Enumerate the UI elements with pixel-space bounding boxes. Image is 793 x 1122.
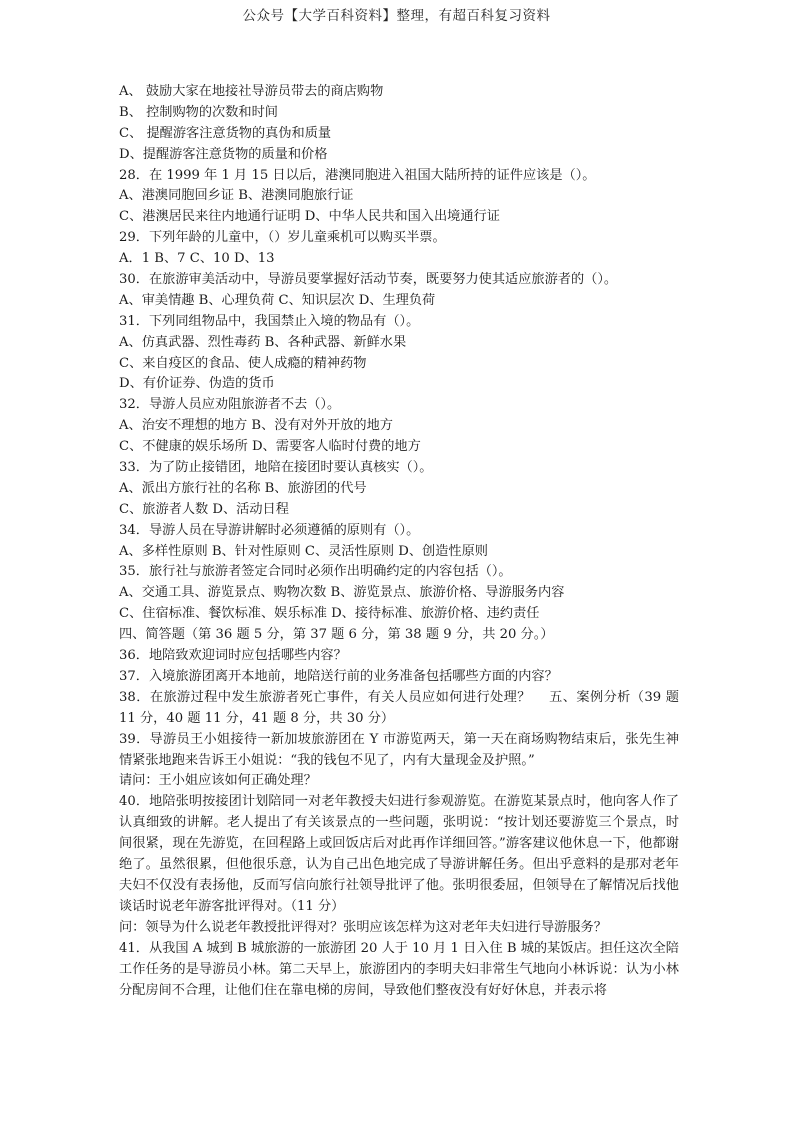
document-body bbox=[119, 82, 679, 1001]
question-33: 33．为了防止接错团，地陪在接团时要认真核实（）。 bbox=[119, 460, 433, 476]
text-line: D、有价证券、伪造的货币 bbox=[119, 376, 275, 392]
question-32: 32．导游人员应劝阻旅游者不去（）。 bbox=[119, 397, 341, 413]
text-line: C、来自疫区的食品、使人成瘾的精神药物 bbox=[119, 355, 367, 371]
text-line: C、不健康的娱乐场所 D、需要客人临时付费的地方 bbox=[119, 439, 421, 455]
question-40: 40．地陪张明按接团计划陪同一对老年教授夫妇进行参观游览。在游览某景点时，他向客人作了认真细致的讲解。老人提出了有关该景点的一些问题，张明说：“按计划还要游览三个景点，时间很紧，现在先游览，在回程路上或回饭店后对此再作详细回答。”游客建议他休息一下，他都谢绝了。虽然很累，但他很乐意，认为自己出色地完成了导游讲解任务。但出乎意料的是那对老年夫妇不仅没有表扬他，反而写信向旅行社领导批评了他。张明很委屈，但领导在了解情况后找他谈话时说老年游客批评得对。（11 分） bbox=[119, 794, 679, 914]
text-line: C、旅游者人数 D、活动日程 bbox=[119, 501, 289, 517]
text-line: A、交通工具、游览景点、购物次数 B、游览景点、旅游价格、导游服务内容 bbox=[119, 585, 565, 601]
text-line: A、派出方旅行社的名称 B、旅游团的代号 bbox=[119, 480, 367, 496]
question-34: 34．导游人员在导游讲解时必须遵循的原则有（）。 bbox=[119, 522, 420, 538]
question-prompt: 问：领导为什么说老年教授批评得对？张明应该怎样为这对老年夫妇进行导游服务？ bbox=[119, 919, 607, 935]
section-heading: 四、简答题（第 36 题 5 分，第 37 题 6 分，第 38 题 9 分，共 20 分。） bbox=[119, 627, 554, 643]
question-41: 41．从我国 A 城到 B 城旅游的一旅游团 20 人于 10 月 1 日入住 B 城的某饭店。担任这次全陪工作任务的是导游员小林。第二天早上，旅游团内的李明夫妇非常生气地向小林诉说：认为小林分配房间不合理，让他们住在靠电梯的房间，导致他们整夜没有好好休息，并表示将 bbox=[119, 940, 679, 998]
text-line: C、住宿标准、餐饮标准、娱乐标准 D、接待标准、旅游价格、违约责任 bbox=[119, 606, 540, 622]
text-line: A、审美情趣 B、心理负荷 C、知识层次 D、生理负荷 bbox=[119, 292, 436, 308]
question-prompt: 请问：王小姐应该如何正确处理？ bbox=[119, 773, 317, 789]
question-29: 29．下列年龄的儿童中，（）岁儿童乘机可以购买半票。 bbox=[119, 230, 446, 246]
question-30: 30．在旅游审美活动中，导游员要掌握好活动节奏，既要努力使其适应旅游者的（）。 bbox=[119, 272, 618, 288]
text-line: A、多样性原则 B、针对性原则 C、灵活性原则 D、创造性原则 bbox=[119, 543, 488, 559]
question-37: 37．入境旅游团离开本地前，地陪送行前的业务准备包括哪些方面的内容？ bbox=[119, 668, 558, 684]
text-line: A、港澳同胞回乡证 B、港澳同胞旅行证 bbox=[119, 188, 354, 204]
text-line: A．1 B、7 C、10 D、13 bbox=[119, 251, 275, 267]
question-36: 36．地陪致欢迎词时应包括哪些内容？ bbox=[119, 648, 347, 664]
page-header: 公众号【大学百科资料】整理，有超百科复习资料 bbox=[242, 8, 551, 24]
question-35: 35．旅行社与旅游者签定合同时必须作出明确约定的内容包括（）。 bbox=[119, 564, 512, 580]
text-line: A、治安不理想的地方 B、没有对外开放的地方 bbox=[119, 418, 393, 434]
text-line: D、提醒游客注意货物的质量和价格 bbox=[119, 146, 328, 162]
text-line: C、 提醒游客注意货物的真伪和质量 bbox=[119, 125, 332, 141]
question-28: 28．在 1999 年 1 月 15 日以后，港澳同胞进入祖国大陆所持的证件应该是（）。 bbox=[119, 167, 596, 183]
question-31: 31．下列同组物品中，我国禁止入境的物品有（）。 bbox=[119, 313, 420, 329]
text-line: C、港澳居民来往内地通行证明 D、中华人民共和国入出境通行证 bbox=[119, 209, 500, 225]
text-line: A、仿真武器、烈性毒药 B、各种武器、新鲜水果 bbox=[119, 334, 407, 350]
text-line: A、 鼓励大家在地接社导游员带去的商店购物 bbox=[119, 84, 384, 99]
question-38: 38．在旅游过程中发生旅游者死亡事件，有关人员应如何进行处理？ 五、案例分析（39 题 11 分，40 题 11 分，41 题 8 分，共 30 分） bbox=[119, 689, 679, 726]
text-line: B、 控制购物的次数和时间 bbox=[119, 104, 278, 120]
question-39: 39．导游员王小姐接待一新加坡旅游团在 Y 市游览两天，第一天在商场购物结束后，张先生神情紧张地跑来告诉王小姐说：“我的钱包不见了，内有大量现金及护照。” bbox=[119, 731, 679, 768]
